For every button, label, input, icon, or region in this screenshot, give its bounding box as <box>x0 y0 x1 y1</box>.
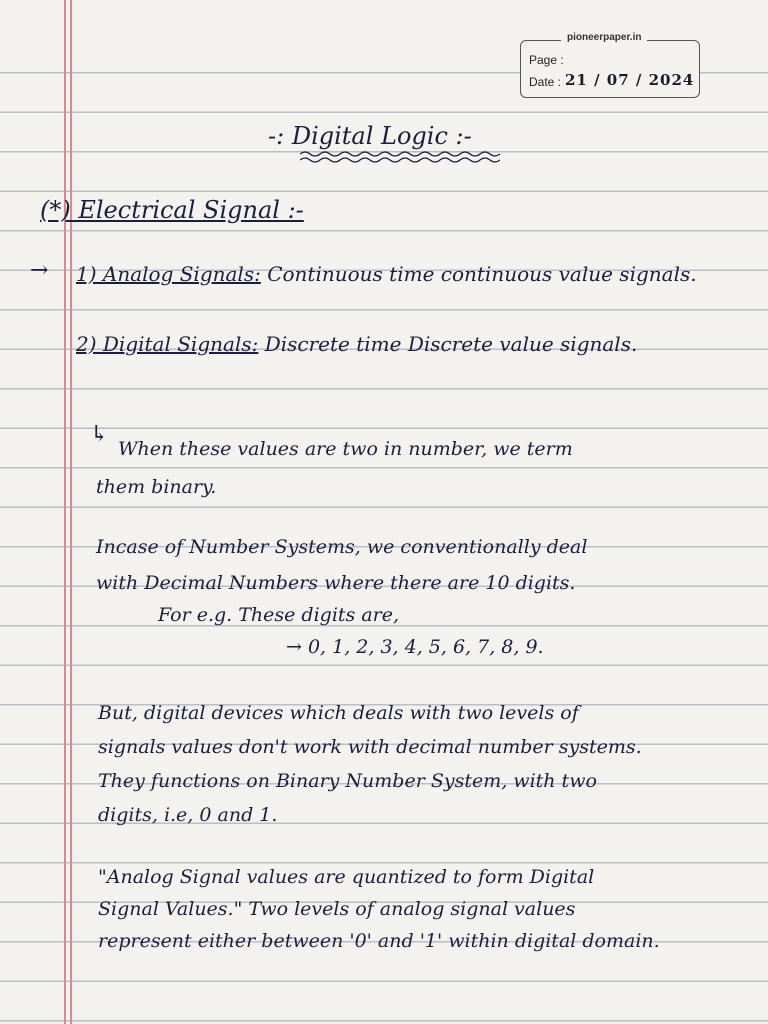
note-line: them binary. <box>96 476 217 498</box>
arrow-icon: → <box>30 258 49 283</box>
note-line: But, digital devices which deals with two levels of <box>98 702 579 724</box>
hook-arrow-icon: ↳ <box>90 422 109 447</box>
analog-signals-line <box>76 262 697 286</box>
page-date-box <box>520 32 700 98</box>
note-line: Signal Values." Two levels of analog signal values <box>98 898 576 920</box>
note-line: "Analog Signal values are quantized to form Digital <box>98 866 595 888</box>
section-heading: (*) Electrical Signal :- <box>40 196 304 224</box>
analog-signals-text: Continuous time continuous value signals. <box>260 262 697 286</box>
margin-line <box>70 0 72 1024</box>
page-title: -: Digital Logic :- <box>268 122 472 150</box>
note-line: digits, i.e, 0 and 1. <box>98 804 278 826</box>
title-underline-squiggle <box>300 150 500 164</box>
note-line: When these values are two in number, we term <box>118 438 573 460</box>
brand-label: pioneerpaper.in <box>561 32 647 43</box>
date-label: Date : <box>529 75 562 89</box>
digital-signals-label: 2) Digital Signals: <box>76 332 259 356</box>
note-line: signals values don't work with decimal number systems. <box>98 736 642 758</box>
note-line: For e.g. These digits are, <box>158 604 400 626</box>
digital-signals-text: Discrete time Discrete value signals. <box>258 332 638 356</box>
note-line: represent either between '0' and '1' within digital domain. <box>98 930 660 952</box>
date-value: 21 / 07 / 2024 <box>565 71 695 89</box>
note-line: → 0, 1, 2, 3, 4, 5, 6, 7, 8, 9. <box>286 636 544 658</box>
digital-signals-line <box>76 332 637 356</box>
note-line: They functions on Binary Number System, with two <box>98 770 597 792</box>
analog-signals-label: 1) Analog Signals: <box>76 262 261 286</box>
page-label: Page : <box>529 53 564 67</box>
note-line: with Decimal Numbers where there are 10 digits. <box>96 572 576 594</box>
note-line: Incase of Number Systems, we conventionally deal <box>96 536 588 558</box>
margin-line <box>64 0 66 1024</box>
